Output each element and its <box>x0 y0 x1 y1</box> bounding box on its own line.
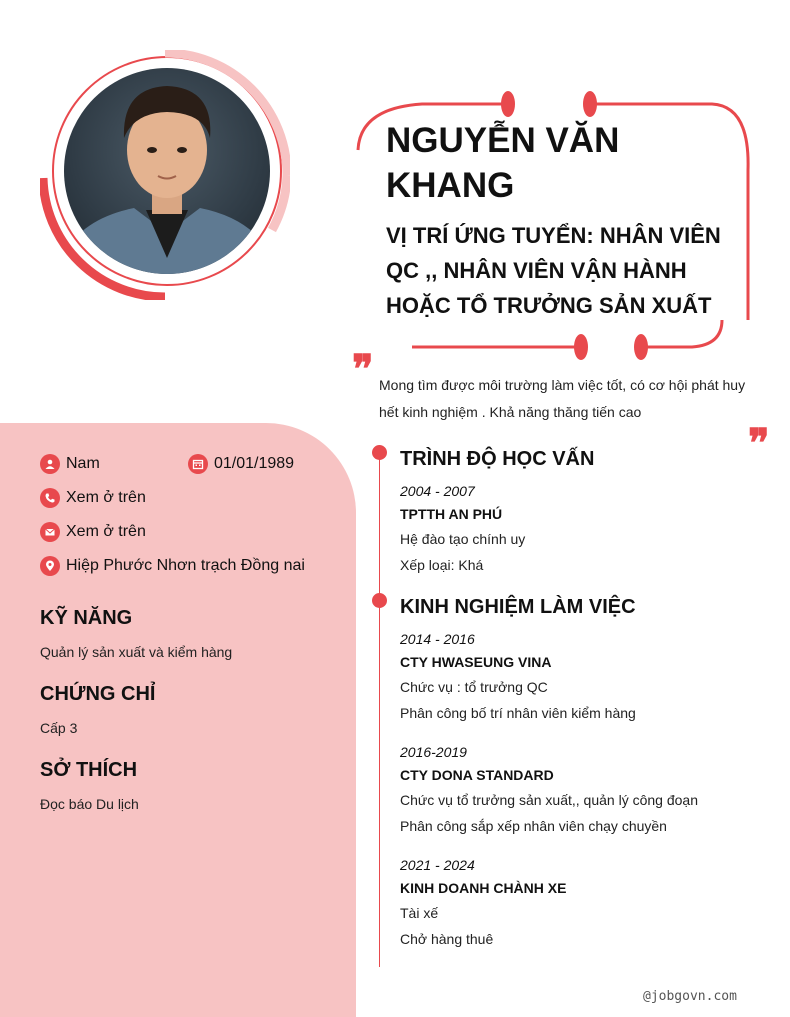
full-name: NGUYỄN VĂN KHANG <box>386 121 620 205</box>
experience-company: CTY HWASEUNG VINA <box>400 654 552 670</box>
quote-open-icon: ❞ <box>352 346 374 393</box>
phone-value: Xem ở trên <box>66 489 146 506</box>
experience-detail: Chức vụ tổ trưởng sản xuất,, quản lý công đoạn <box>400 792 698 808</box>
experience-date: 2014 - 2016 <box>400 631 475 647</box>
experience-detail: Chở hàng thuê <box>400 931 494 947</box>
hobbies-title: SỞ THÍCH <box>40 759 138 781</box>
calendar-icon <box>188 454 208 474</box>
skills-title: KỸ NĂNG <box>40 607 133 629</box>
location-pin-icon <box>40 556 60 576</box>
education-date: 2004 - 2007 <box>400 483 475 499</box>
contact-gender <box>40 454 100 474</box>
contact-address <box>40 556 305 576</box>
experience-detail: Chức vụ : tổ trưởng QC <box>400 679 548 695</box>
education-title: TRÌNH ĐỘ HỌC VẤN <box>400 448 595 470</box>
experience-company: CTY DONA STANDARD <box>400 767 554 783</box>
birthday-value: 01/01/1989 <box>214 455 295 472</box>
applied-position: VỊ TRÍ ỨNG TUYỂN: NHÂN VIÊN QC ,, NHÂN VIÊN VẬN HÀNH HOẶC TỔ TRƯỞNG SẢN XUẤT <box>386 223 721 318</box>
contact-birthday <box>188 454 294 474</box>
avatar-portrait-icon <box>64 68 270 274</box>
experience-detail: Phân công bố trí nhân viên kiểm hàng <box>400 705 636 721</box>
experience-detail: Phân công sắp xếp nhân viên chạy chuyền <box>400 818 667 834</box>
experience-title: KINH NGHIỆM LÀM VIỆC <box>400 596 636 618</box>
skills-text: Quản lý sản xuất và kiểm hàng <box>40 644 233 660</box>
contact-email <box>40 522 146 542</box>
experience-date: 2021 - 2024 <box>400 857 475 873</box>
education-dot <box>372 445 387 460</box>
experience-dot <box>372 593 387 608</box>
hobbies-text: Đọc báo Du lịch <box>40 796 139 812</box>
certificates-title: CHỨNG CHỈ <box>40 683 156 705</box>
education-detail: Hệ đào tạo chính uy <box>400 531 526 547</box>
footer-watermark: @jobgovn.com <box>643 989 737 1004</box>
career-objective: Mong tìm được môi trường làm việc tốt, có cơ hội phát huy hết kinh nghiệm . Khả năng thăng tiến cao <box>379 377 746 420</box>
certificates-text: Cấp 3 <box>40 720 78 736</box>
timeline-line <box>379 452 380 967</box>
avatar <box>64 68 270 274</box>
experience-detail: Tài xế <box>400 905 439 921</box>
gender-value: Nam <box>66 455 100 472</box>
contact-phone <box>40 488 146 508</box>
education-school: TPTTH AN PHÚ <box>400 506 503 522</box>
email-value: Xem ở trên <box>66 523 146 540</box>
education-detail: Xếp loại: Khá <box>400 557 484 573</box>
user-icon <box>40 454 60 474</box>
email-icon <box>40 522 60 542</box>
address-value: Hiệp Phước Nhơn trạch Đồng nai <box>66 557 305 574</box>
experience-date: 2016-2019 <box>400 744 467 760</box>
avatar-container <box>40 50 290 300</box>
quote-close-icon: ❞ <box>748 420 770 467</box>
experience-company: KINH DOANH CHÀNH XE <box>400 880 567 896</box>
phone-icon <box>40 488 60 508</box>
